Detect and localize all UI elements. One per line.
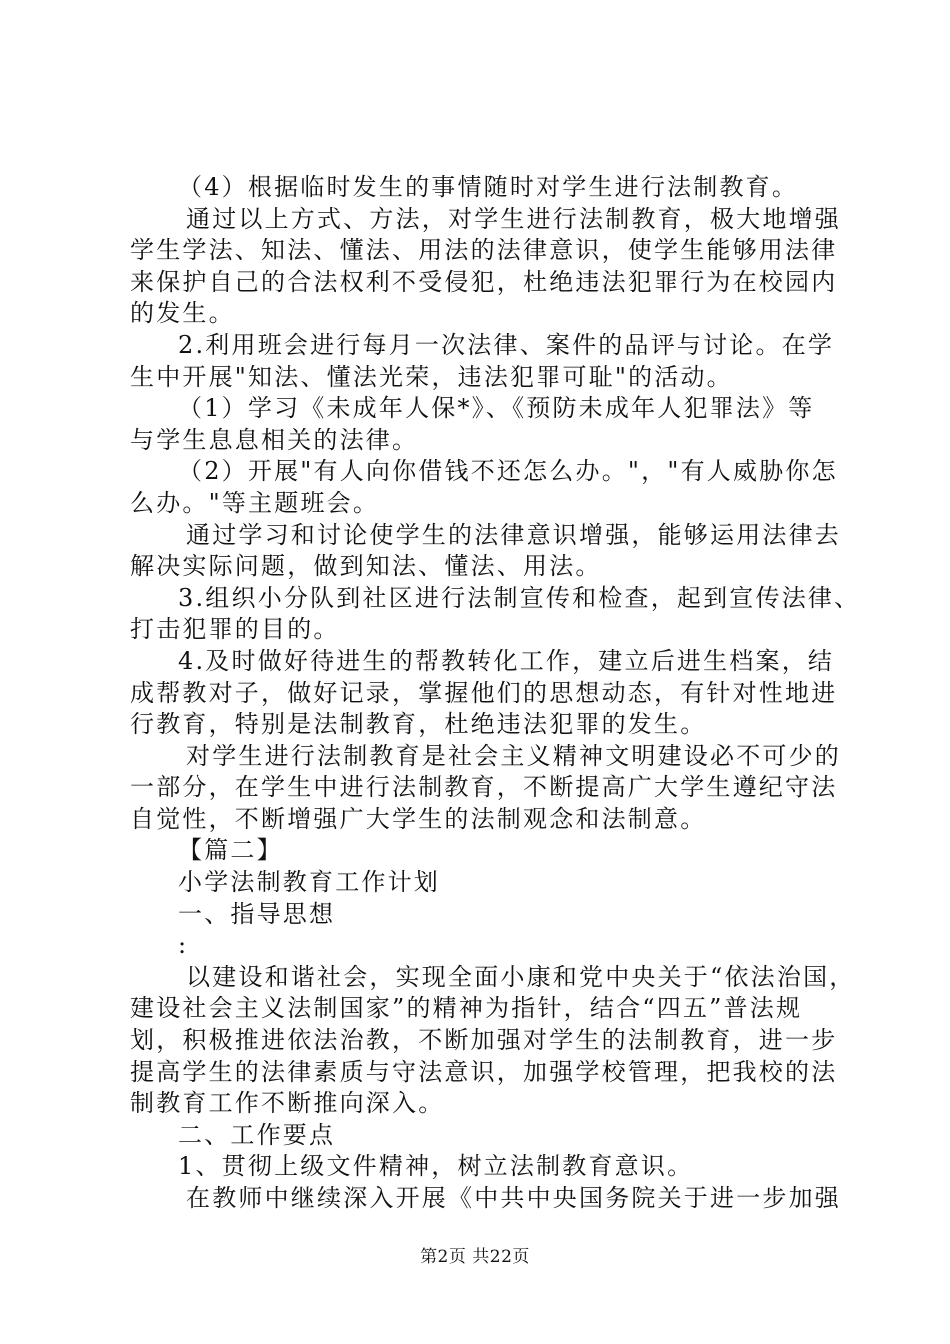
text-line: : — [178, 931, 189, 960]
text-line: 自觉性，不断增强广大学生的法制观念和法制意。 — [130, 804, 707, 833]
text-line: 3.组织小分队到社区进行法制宣传和检查，起到宣传法律、 — [178, 583, 861, 612]
text-line: （2）开展"有人向你借钱不还怎么办。"，"有人威胁你怎 — [178, 457, 838, 486]
text-line: 二、工作要点 — [178, 1120, 336, 1149]
text-line: 生中开展"知法、懂法光荣，违法犯罪可耻"的活动。 — [130, 362, 733, 391]
page-footer: 第2页 共22页 — [420, 1247, 530, 1267]
text-line: 在教师中继续深入开展《中共中央国务院关于进一步加强 — [186, 1184, 841, 1212]
text-line: （1）学习《未成年人保*》、《预防未成年人犯罪法》等 — [178, 394, 815, 423]
text-line: 【篇二】 — [178, 836, 283, 865]
text-line: 通过以上方式、方法，对学生进行法制教育，极大地增强 — [186, 204, 841, 233]
text-line: 学生学法、知法、懂法、用法的法律意识，使学生能够用法律 — [130, 236, 838, 265]
text-line: 么办。"等主题班会。 — [130, 488, 380, 517]
text-line: 以建设和谐社会，实现全面小康和党中央关于“依法治国， — [186, 962, 856, 991]
text-line: 通过学习和讨论使学生的法律意识增强，能够运用法律去 — [186, 520, 841, 549]
text-line: 对学生进行法制教育是社会主义精神文明建设必不可少的 — [186, 741, 841, 770]
text-line: （4）根据临时发生的事情随时对学生进行法制教育。 — [178, 173, 799, 201]
text-line: 的发生。 — [130, 299, 235, 328]
text-line: 制教育工作不断推向深入。 — [130, 1089, 445, 1118]
text-line: 行教育，特别是法制教育，杜绝违法犯罪的发生。 — [130, 710, 707, 739]
text-line: 小学法制教育工作计划 — [178, 868, 440, 897]
text-line: 建设社会主义法制国家”的精神为指针，结合“四五”普法规 — [130, 994, 803, 1023]
text-line: 1、贯彻上级文件精神，树立法制教育意识。 — [178, 1152, 694, 1181]
text-line: 解决实际问题，做到知法、懂法、用法。 — [130, 552, 602, 581]
text-line: 来保护自己的合法权利不受侵犯，杜绝违法犯罪行为在校园内 — [130, 267, 838, 296]
text-line: 打击犯罪的目的。 — [130, 615, 340, 644]
text-line: 2.利用班会进行每月一次法律、案件的品评与讨论。在学 — [178, 330, 835, 359]
text-line: 一、指导思想 — [178, 899, 336, 928]
text-line: 成帮教对子，做好记录，掌握他们的思想动态，有针对性地进 — [130, 678, 838, 707]
text-line: 与学生息息相关的法律。 — [130, 425, 419, 454]
document-body — [130, 172, 861, 1215]
text-line: 一部分，在学生中进行法制教育，不断提高广大学生遵纪守法 — [130, 773, 838, 802]
text-line: 4.及时做好待进生的帮教转化工作，建立后进生档案，结 — [178, 646, 835, 675]
text-line: 提高学生的法律素质与守法意识，加强学校管理，把我校的法 — [130, 1057, 838, 1086]
text-line: 划，积极推进依法治教，不断加强对学生的法制教育，进一步 — [130, 1026, 838, 1055]
